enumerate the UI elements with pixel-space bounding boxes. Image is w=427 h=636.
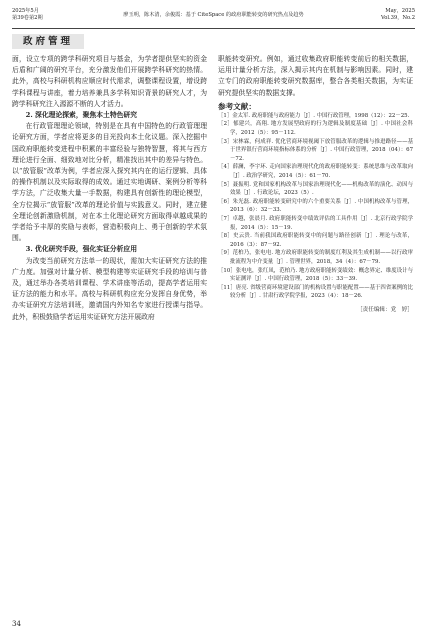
references-list [218, 112, 413, 301]
header-article-title: 廖玉明，陈木清，余俊霞：基于 CiteSpace 的政府职能转变的研究热点及趋势 [123, 12, 304, 18]
header-right [381, 8, 415, 21]
running-header [12, 6, 415, 29]
header-volume: 第39卷第2期 [12, 14, 43, 21]
reference-item: ［9］范柏乃，张电电. 地方政府职能转变的制度红利及其生成机制——以行政审批流程为中介变量［J］. 管理世界，2018，34（4）：67－79. [218, 250, 413, 265]
reference-item: ［8］史云贵. 当前我国政府职能转变中的问题与路径创新［J］. 理论与改革，2016（3）：87－92. [218, 233, 413, 248]
subsection-heading: 2. 深化理论探索，聚焦本土特色研究 [25, 111, 138, 120]
body-paragraph: 面，设立专项的跨学科研究项目与基金，为学者提供坚实的资金后盾和广阔的研究平台，充分激发他们开展跨学科研究的热情。此外，高校与科研机构应顺应时代需求，调整课程设置，增设跨学科课程与讲座，着力培养兼具多学科知识背景的研究人才，为跨学科研究注入源源不断的人才活力。 [12, 55, 207, 108]
reference-item: ［6］朱光磊. 政府职能转变研究中的六个重要关系［J］. 中国机构改革与管理，2013（6）：32－33. [218, 198, 413, 214]
reference-item: ［4］薛澜，李宇环. 走向国家治理现代化的政府职能转变：系统思维与改革取向［J］. 政治学研究，2014（5）：61－70. [218, 164, 413, 179]
section-tag: 政府管理 [12, 34, 84, 49]
reference-item: ［1］金太军. 政府职能与政府能力［J］. 中国行政管理，1998（12）：22－25. [218, 112, 410, 119]
reference-item: ［2］郁建兴，高翔. 地方发展型政府的行为逻辑及制度基础［J］. 中国社会科学，2012（5）：95－112. [218, 121, 413, 136]
body-paragraph: 为改变当前研究方法单一的现状，需加大实证研究方法的推广力度。加强对计量分析、模型构建等实证研究手段的培训与普及，通过举办各类培训课程、学术讲座等活动，提高学者运用实证方法的能力和水平。高校与科研机构应充分发挥自身优势，举办实证研究方法培训班，邀请国内外知名专家进行授课与指导。此外，积极鼓励学者运用实证研究方法开展政府 [12, 256, 207, 321]
reference-item: ［5］聂振明. 党和国家机构改革与国家治理现代化——机构改革的演化、动因与效果［J］. 行政论坛，2023（5）. [218, 181, 413, 197]
reference-item: ［3］宋林霖，何成祥. 优化营商环境视阈下放管服改革的逻辑与推进路径——基于世界银行营商环境指标体系的分析［J］. 中国行政管理，2018（04）：67－72. [218, 138, 413, 162]
left-column [12, 54, 207, 614]
reference-item: ［7］卓越，张晨月. 政府职能转变中绩效评估的工具作用［J］. 北京行政学院学报，2014（5）：15－19. [218, 215, 413, 231]
body-paragraph: 在行政管理理论领域，特别是在具有中国特色的行政管理理论研究方面，学者应将更多的目光投向本土化议题。深入挖掘中国政府职能转变进程中积累的丰富经验与独特智慧，将其与西方理论进行全面、细致地对比分析，精准找出其中的差异与特色。以“放管服”改革为例，学者应深入探究其内在的运行逻辑、具体的操作机制以及实际取得的成效。通过实地调研、案例分析等科学方法，广泛收集大量一手数据，构建具有创新性的理论模型，全方位揭示“放管服”改革的理论价值与实践意义。同时，建立健全理论创新激励机制，对在本土化理论研究方面取得卓越成果的学者给予丰厚的奖励与表彰，营造积极向上、勇于创新的学术氛围。 [12, 122, 207, 243]
page-number: 34 [12, 620, 21, 628]
right-column-body [218, 54, 413, 99]
header-date-en: May，2025 [385, 8, 415, 14]
header-date: 2025年5月 [12, 8, 39, 14]
references-title: 参考文献： [218, 101, 256, 111]
reference-item: ［10］张电电，张红凤，范柏乃. 地方政府职能转变绩效：概念界定、维度设计与实证测评［J］. 中国行政管理，2018（5）：33－39. [218, 267, 413, 283]
reference-item: ［11］唐亮. 省级营商环境建设部门的机构设置与职能配置——基于四省案例的比较分析［J］. 甘肃行政学院学报，2023（4）：18－26. [218, 284, 413, 300]
responsible-editor: ［责任编辑：党 婷］ [357, 306, 413, 313]
header-volume-en: Vol.39，No.2 [380, 14, 415, 21]
body-paragraph: 职能转变研究。例如，通过收集政府职能转变前后的相关数据，运用计量分析方法，深入揭示其内在机制与影响因素。同时，建立专门的政府职能转变研究数据库，整合各类相关数据，为实证研究提供坚实的数据支撑。 [218, 55, 413, 97]
subsection-heading: 3. 优化研究手段，强化实证分析应用 [25, 245, 138, 254]
right-column [218, 54, 413, 584]
